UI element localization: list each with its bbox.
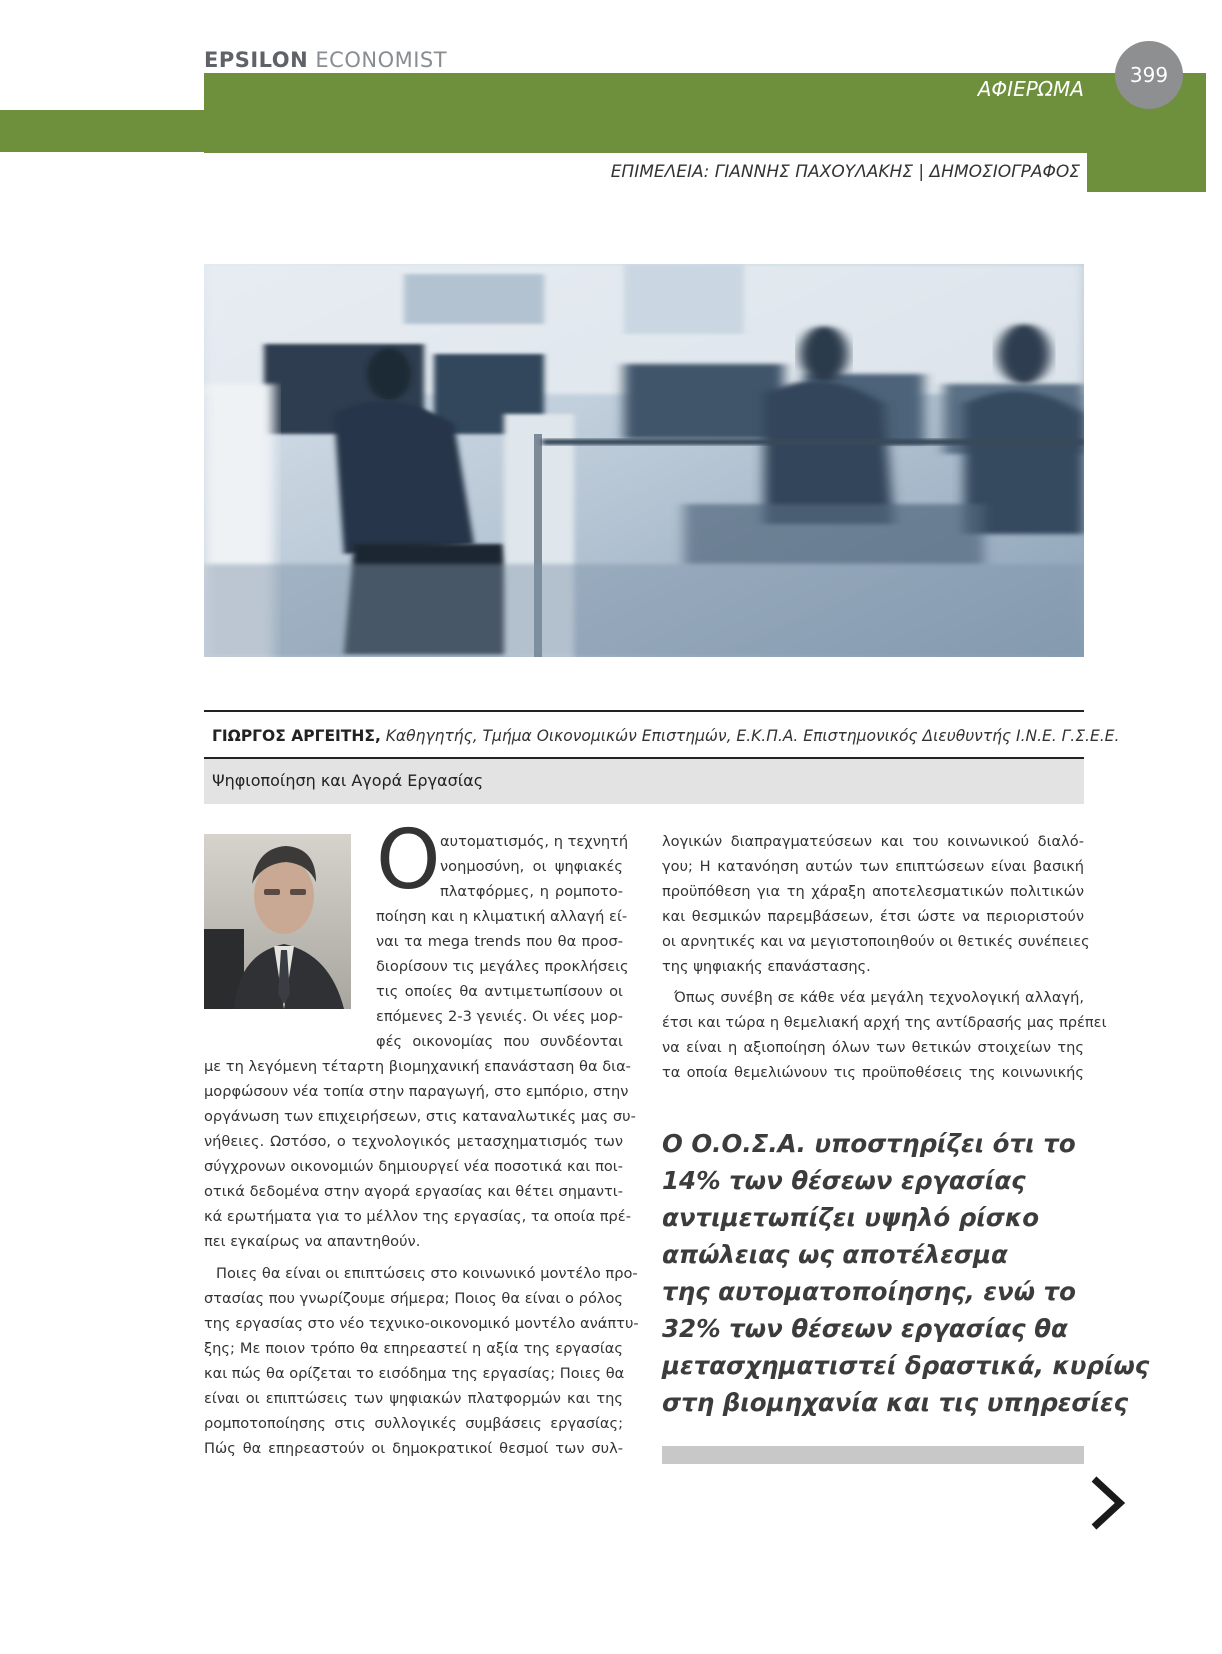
pull-quote-line: της αυτοματοποίησης, ενώ το bbox=[662, 1277, 1076, 1306]
body-line: οι αρνητικές και να μεγιστοποιηθούν οι θετικές συνέπειες bbox=[662, 933, 1090, 950]
body-line: και θεσμικών παρεμβάσεων, έτσι ώστε να περιοριστούν bbox=[662, 908, 1084, 925]
body-line: της ψηφιακής επανάστασης. bbox=[662, 958, 871, 975]
body-line: Όπως συνέβη σε κάθε νέα μεγάλη τεχνολογική αλλαγή, bbox=[674, 989, 1084, 1006]
pull-quote-bar bbox=[662, 1446, 1084, 1464]
body-line: φές οικονομίας που συνδέονται bbox=[376, 1033, 623, 1050]
body-line: Πώς θα επηρεαστούν οι δημοκρατικοί θεσμοί των συλ- bbox=[204, 1440, 623, 1457]
body-line: νοημοσύνη, οι ψηφιακές bbox=[440, 858, 623, 875]
pull-quote-line: 32% των θέσεων εργασίας θα bbox=[662, 1314, 1068, 1343]
section-label: ΑΦΙΕΡΩΜΑ bbox=[977, 77, 1084, 101]
body-line: πλατφόρμες, η ρομποτο- bbox=[440, 883, 623, 900]
brand-name-light: ECONOMIST bbox=[308, 48, 448, 72]
body-line: πει εγκαίρως να απαντηθούν. bbox=[204, 1233, 421, 1250]
brand-name-bold: EPSILON bbox=[204, 48, 309, 72]
body-line: Ποιες θα είναι οι επιπτώσεις στο κοινωνικό μοντέλο προ- bbox=[216, 1265, 638, 1282]
body-line: ξης; Με ποιον τρόπο θα επηρεαστεί η αξία της εργασίας bbox=[204, 1340, 623, 1357]
body-line: μορφώσουν νέα τοπία στην παραγωγή, στο εμπόριο, στην bbox=[204, 1083, 629, 1100]
body-line: τα οποία θεμελιώνουν τις προϋποθέσεις της κοινωνικής bbox=[662, 1064, 1084, 1081]
body-line: προϋπόθεση για τη χάραξη αποτελεσματικών πολιτικών bbox=[662, 883, 1084, 900]
body-line: ποίηση και η κλιματική αλλαγή εί- bbox=[376, 908, 628, 925]
chevron-right-icon[interactable] bbox=[1090, 1475, 1126, 1531]
pull-quote-line: απώλειας ως αποτέλεσμα bbox=[662, 1240, 1008, 1269]
pull-quote-line: Ο Ο.Ο.Σ.Α. υποστηρίζει ότι το bbox=[662, 1129, 1076, 1158]
body-line: ρομποτοποίησης στις συλλογικές συμβάσεις εργασίας; bbox=[204, 1415, 623, 1432]
author-affiliation: Καθηγητής, Τμήμα Οικονομικών Επιστημών, Ε.Κ.Π.Α. Επιστημονικός Διευθυντής Ι.Ν.Ε. Γ.Σ.Ε.Ε. bbox=[380, 727, 1120, 745]
body-line: στασίας που γνωρίζουμε σήμερα; Ποιος θα είναι ο ρόλος bbox=[204, 1290, 623, 1307]
body-line: λογικών διαπραγματεύσεων και του κοινωνικού διαλό- bbox=[662, 833, 1084, 850]
magazine-name bbox=[204, 48, 447, 72]
body-line: νήθειες. Ωστόσο, ο τεχνολογικός μετασχηματισμός των bbox=[204, 1133, 623, 1150]
body-line: της εργασίας στο νέο τεχνικο-οικονομικό μοντέλο ανάπτυ- bbox=[204, 1315, 639, 1332]
body-line: και πώς θα ορίζεται το εισόδημα της εργασίας; Ποιες θα bbox=[204, 1365, 625, 1382]
body-line: αυτοματισμός, η τεχνητή bbox=[440, 833, 629, 850]
pull-quote-line: αντιμετωπίζει υψηλό ρίσκο bbox=[662, 1203, 1040, 1232]
pull-quote-line: μετασχηματιστεί δραστικά, κυρίως bbox=[662, 1351, 1150, 1380]
body-line: ναι τα mega trends που θα προσ- bbox=[376, 933, 623, 950]
header-band-left bbox=[0, 110, 206, 152]
body-line: επόμενες 2-3 γενιές. Οι νέες μορ- bbox=[376, 1008, 623, 1025]
article-title: Ψηφιοποίηση και Αγορά Εργασίας bbox=[212, 771, 484, 790]
body-line: κά ερωτήματα για το μέλλον της εργασίας, τα οποία πρέ- bbox=[204, 1208, 631, 1225]
body-line: είναι οι επιπτώσεις των ψηφιακών πλατφορμών και της bbox=[204, 1390, 623, 1407]
pull-quote-line: 14% των θέσεων εργασίας bbox=[662, 1166, 1026, 1195]
header-band-right bbox=[1087, 153, 1206, 192]
body-line: με τη λεγόμενη τέταρτη βιομηχανική επανάσταση θα δια- bbox=[204, 1058, 631, 1075]
body-line: να είναι η αξιοποίηση όλων των θετικών στοιχείων της bbox=[662, 1039, 1084, 1056]
body-line: γου; Η κατανόηση αυτών των επιπτώσεων είναι βασική bbox=[662, 858, 1084, 875]
author-byline bbox=[212, 725, 1119, 747]
byline-rule-top bbox=[204, 710, 1084, 712]
pull-quote-line: στη βιομηχανία και τις υπηρεσίες bbox=[662, 1388, 1129, 1417]
body-line: οτικά δεδομένα στην αγορά εργασίας και θέτει σημαντι- bbox=[204, 1183, 623, 1200]
body-line: έτσι και τώρα η θεμελιακή αρχή της αντίδρασής μας πρέπει bbox=[662, 1014, 1107, 1031]
drop-cap: Ο bbox=[376, 813, 441, 908]
body-line: τις οποίες θα αντιμετωπίσουν οι bbox=[376, 983, 623, 1000]
body-line: διορίσουν τις μεγάλες προκλήσεις bbox=[376, 958, 629, 975]
body-line: οργάνωση των επιχειρήσεων, στις καταναλωτικές μας συ- bbox=[204, 1108, 636, 1125]
author-name: ΓΙΩΡΓΟΣ ΑΡΓΕΙΤΗΣ, bbox=[212, 727, 381, 745]
page-number-badge: 399 bbox=[1115, 41, 1183, 109]
editor-credit: ΕΠΙΜΕΛΕΙΑ: ΓΙΑΝΝΗΣ ΠΑΧΟΥΛΑΚΗΣ | ΔΗΜΟΣΙΟΓΡΑΦΟΣ bbox=[610, 162, 1080, 182]
body-line: σύγχρονων οικονομιών δημιουργεί νέα ποσοτικά και ποι- bbox=[204, 1158, 623, 1175]
author-portrait bbox=[204, 834, 351, 1009]
hero-photo-trading-room bbox=[204, 264, 1084, 657]
